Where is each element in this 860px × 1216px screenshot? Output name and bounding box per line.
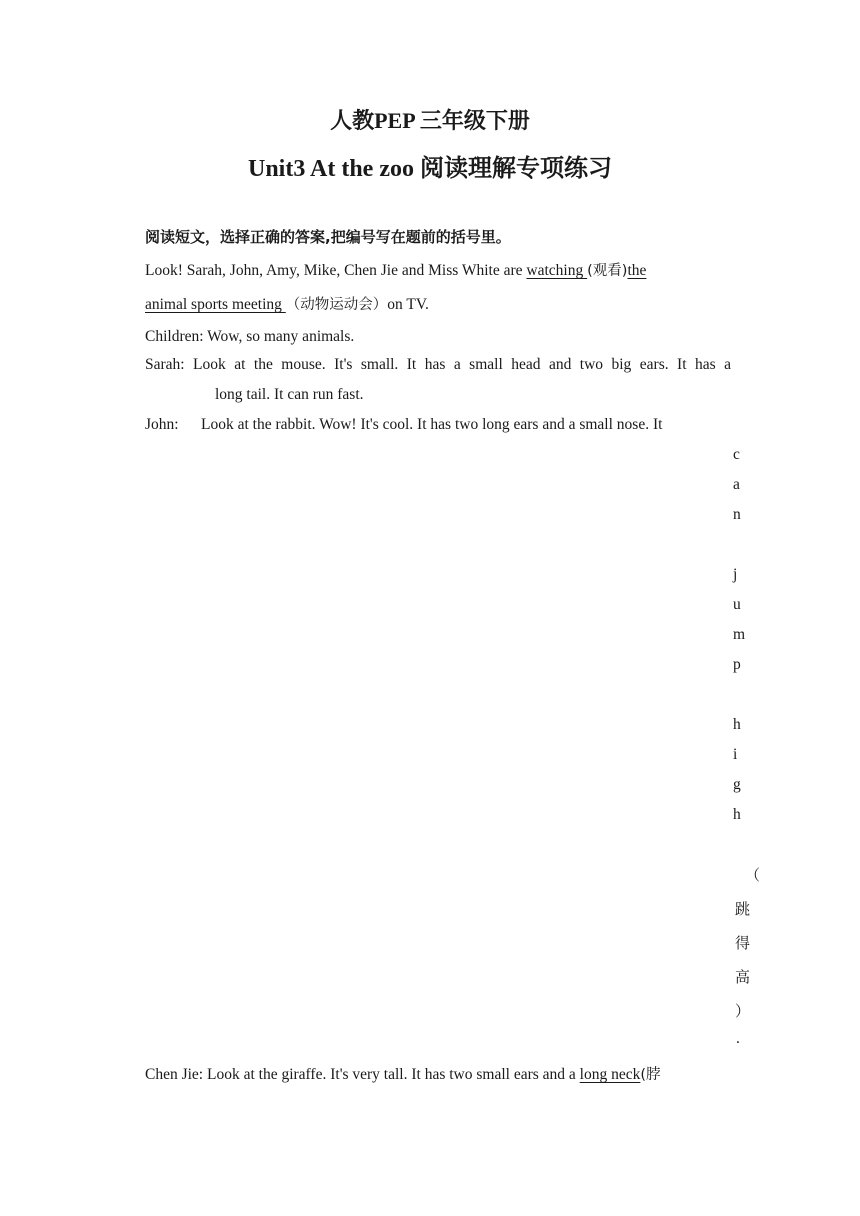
- chenjie-text: Chen Jie: Look at the giraffe. It's very tall. It has two small ears and a: [145, 1066, 580, 1083]
- sports-meeting-translation: （动物运动会）: [285, 297, 388, 313]
- john-speaker: John:: [145, 416, 179, 433]
- reading-instruction: 阅读短文，选择正确的答案,把编号写在题前的括号里。: [145, 228, 511, 246]
- vertical-letter: n: [733, 506, 741, 523]
- vertical-letter: h: [733, 806, 741, 823]
- vertical-letter: g: [733, 776, 741, 793]
- vertical-letter: m: [733, 626, 746, 643]
- on-tv-text: on TV.: [387, 296, 429, 313]
- children-line: Children: Wow, so many animals.: [145, 328, 355, 345]
- vertical-letter: i: [733, 746, 738, 763]
- vertical-cjk: ）: [735, 1002, 751, 1020]
- vertical-period: .: [736, 1030, 740, 1047]
- neck-translation: (脖: [640, 1067, 661, 1083]
- vertical-cjk: （: [745, 866, 761, 884]
- document-title-unit: Unit3 At the zoo 阅读理解专项练习: [248, 156, 612, 182]
- long-neck-phrase: long neck: [579, 1066, 641, 1083]
- passage-intro: [145, 254, 731, 322]
- vertical-letter: a: [733, 476, 740, 493]
- vertical-letter: c: [733, 446, 740, 463]
- vertical-letter: p: [733, 656, 741, 673]
- sarah-line-1: Sarah: Look at the mouse. It's small. It has a small head and two big ears. It has a: [145, 356, 731, 373]
- sports-meeting-phrase: animal sports meeting: [145, 296, 286, 313]
- the-word: the: [627, 262, 647, 279]
- intro-text: Look! Sarah, John, Amy, Mike, Chen Jie and Miss White are: [145, 262, 527, 279]
- document-title-grade: 人教PEP 三年级下册: [330, 108, 530, 133]
- vertical-letter: j: [733, 566, 738, 583]
- vertical-cjk: 跳: [735, 900, 751, 918]
- john-text: Look at the rabbit. Wow! It's cool. It has two long ears and a small nose. It: [201, 416, 663, 433]
- vertical-cjk: 高: [735, 968, 751, 986]
- vertical-letter: h: [733, 716, 741, 733]
- watching-word: watching: [526, 262, 588, 279]
- vertical-letter: u: [733, 596, 741, 613]
- chenjie-line: [145, 1060, 735, 1090]
- sarah-line-2: long tail. It can run fast.: [215, 386, 364, 403]
- vertical-cjk: 得: [735, 934, 751, 952]
- watching-translation: (观看): [587, 263, 628, 279]
- john-line: [145, 410, 731, 440]
